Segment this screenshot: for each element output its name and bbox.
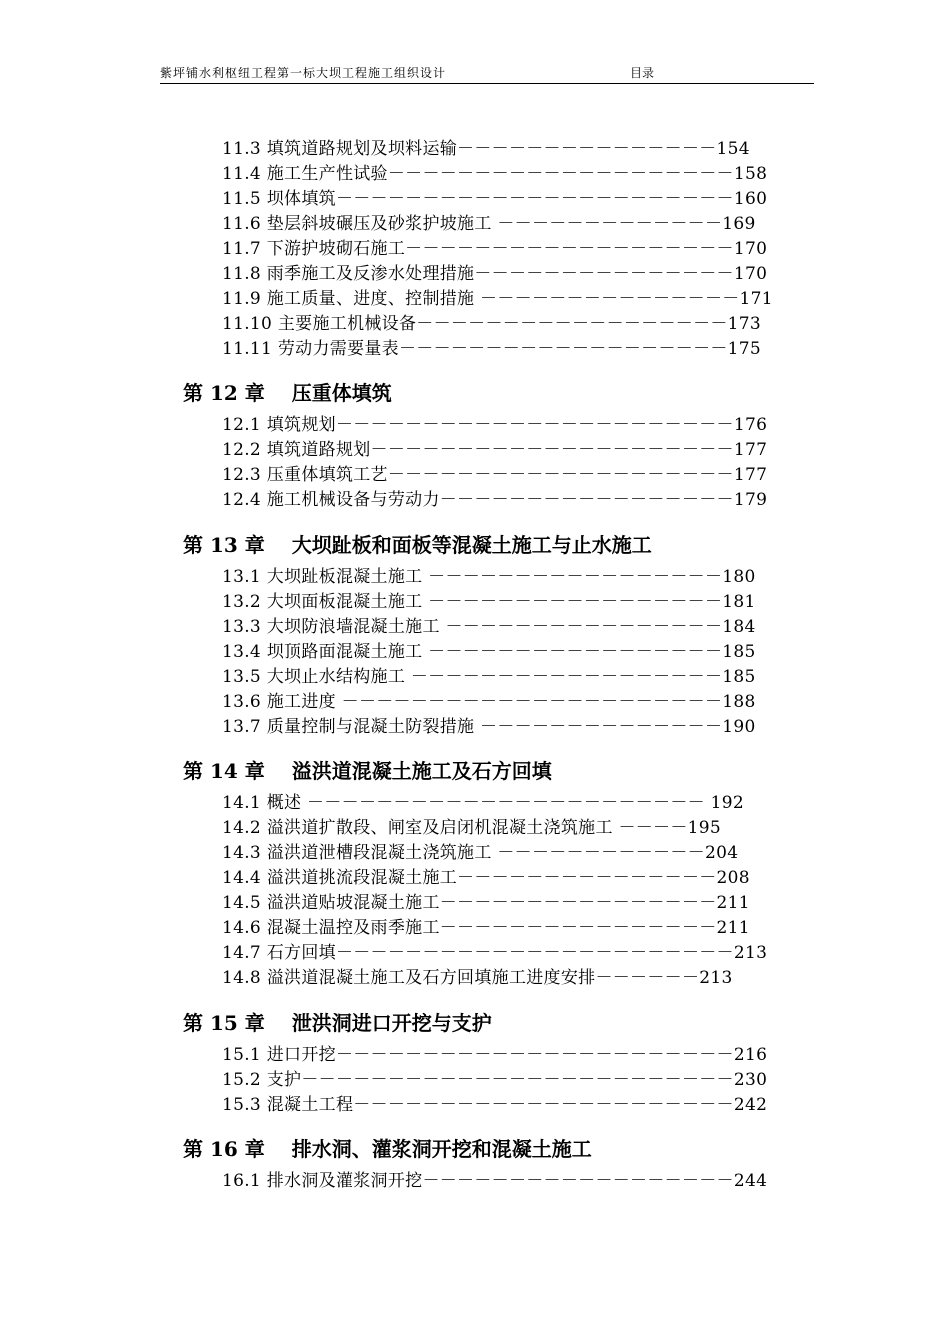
- toc-entry[interactable]: 13.6 施工进度 －－－－－－－－－－－－－－－－－－－－－－188: [222, 692, 756, 712]
- toc-entry[interactable]: 15.1 进口开挖－－－－－－－－－－－－－－－－－－－－－－－216: [222, 1045, 768, 1065]
- toc-entry[interactable]: 12.1 填筑规划－－－－－－－－－－－－－－－－－－－－－－－176: [222, 415, 768, 435]
- toc-entry[interactable]: 11.6 垫层斜坡碾压及砂浆护坡施工 －－－－－－－－－－－－－169: [222, 214, 756, 234]
- toc-entry[interactable]: 13.7 质量控制与混凝土防裂措施 －－－－－－－－－－－－－－190: [222, 717, 756, 737]
- toc-entry[interactable]: 11.5 坝体填筑－－－－－－－－－－－－－－－－－－－－－－－160: [222, 189, 768, 209]
- toc-entry[interactable]: 14.7 石方回填－－－－－－－－－－－－－－－－－－－－－－－213: [222, 943, 768, 963]
- chapter-heading[interactable]: 第 15 章 泄洪洞进口开挖与支护: [183, 1011, 492, 1035]
- toc-entry[interactable]: 14.1 概述 －－－－－－－－－－－－－－－－－－－－－－－ 192: [222, 793, 745, 813]
- toc-entry[interactable]: 13.5 大坝止水结构施工 －－－－－－－－－－－－－－－－－－185: [222, 667, 756, 687]
- toc-entry[interactable]: 14.5 溢洪道贴坡混凝土施工－－－－－－－－－－－－－－－－211: [222, 893, 750, 913]
- toc-entry[interactable]: 14.8 溢洪道混凝土施工及石方回填施工进度安排－－－－－－213: [222, 968, 733, 988]
- toc-entry[interactable]: 11.4 施工生产性试验－－－－－－－－－－－－－－－－－－－－158: [222, 164, 768, 184]
- toc-entry[interactable]: 11.9 施工质量、进度、控制措施 －－－－－－－－－－－－－－－171: [222, 289, 773, 309]
- chapter-heading[interactable]: 第 12 章 压重体填筑: [183, 381, 392, 405]
- toc-entry[interactable]: 13.4 坝顶路面混凝土施工 －－－－－－－－－－－－－－－－－185: [222, 642, 756, 662]
- toc-entry[interactable]: 14.2 溢洪道扩散段、闸室及启闭机混凝土浇筑施工 －－－－195: [222, 818, 722, 838]
- toc-entry[interactable]: 12.3 压重体填筑工艺－－－－－－－－－－－－－－－－－－－－177: [222, 465, 768, 485]
- chapter-heading[interactable]: 第 16 章 排水洞、灌浆洞开挖和混凝土施工: [183, 1137, 592, 1161]
- toc-entry[interactable]: 11.8 雨季施工及反渗水处理措施－－－－－－－－－－－－－－－170: [222, 264, 768, 284]
- toc-entry[interactable]: 13.3 大坝防浪墙混凝土施工 －－－－－－－－－－－－－－－－184: [222, 617, 756, 637]
- toc-entry[interactable]: 13.1 大坝趾板混凝土施工 －－－－－－－－－－－－－－－－－180: [222, 567, 756, 587]
- chapter-heading[interactable]: 第 13 章 大坝趾板和面板等混凝土施工与止水施工: [183, 533, 652, 557]
- toc-entry[interactable]: 12.4 施工机械设备与劳动力－－－－－－－－－－－－－－－－－179: [222, 490, 768, 510]
- toc-entry[interactable]: 12.2 填筑道路规划－－－－－－－－－－－－－－－－－－－－－177: [222, 440, 768, 460]
- toc-entry[interactable]: 14.6 混凝土温控及雨季施工－－－－－－－－－－－－－－－－211: [222, 918, 750, 938]
- toc-entry[interactable]: 15.2 支护－－－－－－－－－－－－－－－－－－－－－－－－－230: [222, 1070, 768, 1090]
- toc-entry[interactable]: 13.2 大坝面板混凝土施工 －－－－－－－－－－－－－－－－－181: [222, 592, 756, 612]
- header-rule: [160, 83, 814, 84]
- toc-entry[interactable]: 14.3 溢洪道泄槽段混凝土浇筑施工 －－－－－－－－－－－－204: [222, 843, 739, 863]
- toc-entry[interactable]: 15.3 混凝土工程－－－－－－－－－－－－－－－－－－－－－－242: [222, 1095, 768, 1115]
- toc-entry[interactable]: 14.4 溢洪道挑流段混凝土施工－－－－－－－－－－－－－－－208: [222, 868, 750, 888]
- toc-entry[interactable]: 11.11 劳动力需要量表－－－－－－－－－－－－－－－－－－－175: [222, 339, 762, 359]
- chapter-heading[interactable]: 第 14 章 溢洪道混凝土施工及石方回填: [183, 759, 552, 783]
- header-section-label: 目录: [630, 66, 655, 80]
- toc-entry[interactable]: 11.10 主要施工机械设备－－－－－－－－－－－－－－－－－－173: [222, 314, 762, 334]
- header-document-title: 紫坪铺水利枢纽工程第一标大坝工程施工组织设计: [160, 66, 447, 80]
- toc-entry[interactable]: 11.7 下游护坡砌石施工－－－－－－－－－－－－－－－－－－－170: [222, 239, 768, 259]
- page-header: [160, 66, 814, 84]
- toc-entry[interactable]: 11.3 填筑道路规划及坝料运输－－－－－－－－－－－－－－－154: [222, 139, 750, 159]
- toc-entry[interactable]: 16.1 排水洞及灌浆洞开挖－－－－－－－－－－－－－－－－－－244: [222, 1171, 768, 1191]
